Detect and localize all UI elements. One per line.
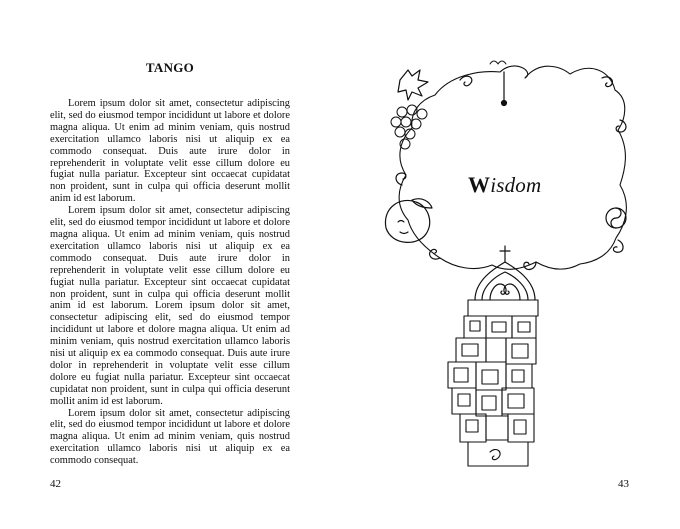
wisdom-illustration [340, 0, 680, 529]
grapes [391, 105, 427, 149]
title-rest: isdom [490, 173, 542, 197]
right-page [340, 0, 680, 529]
paragraph: Lorem ipsum dolor sit amet, consectetur adipiscing elit, sed do eiusmod tempor incididunt ut labore et dolore magna aliqua. Ut enim ad minim veniam, quis nostrud exercitation ullamco laboris nisi ut aliquip ex ea commodo consequat. [50, 407, 290, 467]
curl [460, 76, 472, 86]
vine-wreath [399, 66, 626, 269]
chapter-title: TANGO [145, 60, 195, 75]
yin-yang-icon [606, 208, 626, 228]
page-number-left: 42 [50, 478, 61, 490]
box-tower [448, 300, 538, 466]
spider [502, 101, 507, 106]
curl [396, 173, 406, 185]
paragraph: Lorem ipsum dolor sit amet, consectetur adipiscing elit, sed do eiusmod tempor incididunt ut labore et dolore magna aliqua. Ut enim ad minim veniam, quis nostrud exercitation ullamco laboris nisi ut aliquip ex ea commodo consequat. Duis aute irure dolor in reprehenderit in voluptate velit esse cillum dolore eu fugiat nulla pariatur. Excepteur sint occaecat cupidatat non proident, sunt in culpa qui officia deserunt mollit anim id est laborum. [50, 98, 290, 205]
paragraph: Lorem ipsum dolor sit amet, consectetur adipiscing elit, sed do eiusmod tempor incididunt ut labore et dolore magna aliqua. Ut enim ad minim veniam, quis nostrud exercitation ullamco laboris nisi ut aliquip ex ea commodo consequat. Duis aute irure dolor in reprehenderit in voluptate velit esse cillum dolore eu fugiat nulla pariatur. Excepteur sint occaecat cupidatat non proident, sunt in culpa qui officia deserunt mollit anim id est laborum. Lorem ipsum dolor sit amet, consectetur adipiscing elit, sed do eiusmod tempor incididunt ut labore et dolore magna aliqua. Ut enim ad minim veniam, quis nostrud exercitation ullamco laboris nisi ut aliquip ex ea commodo consequat. Duis aute irure dolor in reprehenderit in voluptate velit esse cillum dolore eu fugiat nulla pariatur. Excepteur sint occaecat cupidatat non proident, sunt in culpa qui officia deserunt mollit anim id est laborum. [50, 205, 290, 407]
bird [490, 61, 506, 64]
curl [602, 77, 612, 87]
illustration-title [468, 172, 541, 198]
leaf [398, 70, 428, 100]
body-text [50, 98, 290, 467]
title-initial: W [468, 172, 491, 197]
page-number-right: 43 [618, 478, 629, 490]
cross-icon [500, 246, 510, 262]
